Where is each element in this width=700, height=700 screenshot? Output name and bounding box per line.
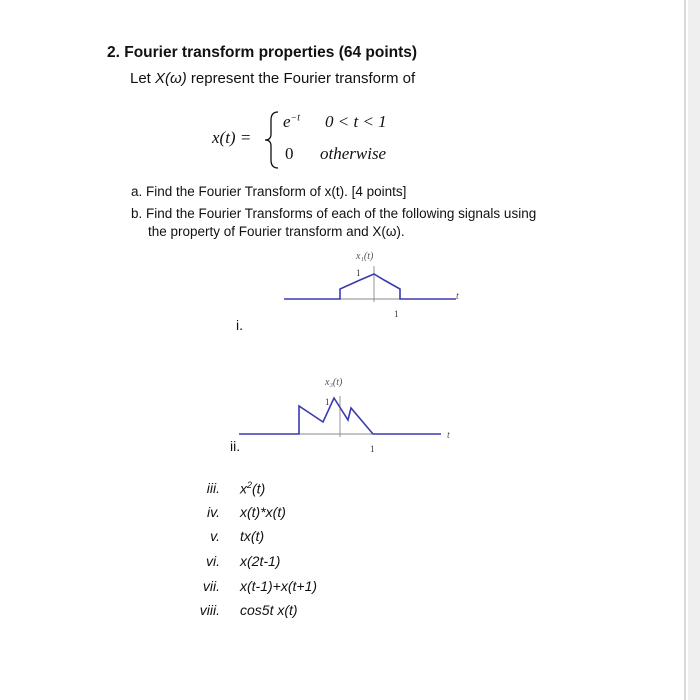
plot1-axis-label: t	[456, 291, 459, 302]
plot2-graph	[235, 392, 445, 442]
problem-heading: 2. Fourier transform properties (64 points)	[107, 44, 418, 61]
item-number: iii.	[206, 480, 220, 496]
page-scrollbar[interactable]	[688, 0, 700, 700]
item-number: iv.	[207, 504, 220, 520]
item-number: vi.	[206, 553, 220, 569]
intro-suffix: represent the Fourier transform of	[186, 70, 416, 87]
plot2-label: x₃(t)	[325, 377, 343, 388]
case2-condition: otherwise	[320, 144, 387, 163]
plot1-y-tick: 1	[356, 268, 361, 278]
intro-symbol: X(ω)	[155, 70, 187, 87]
plot2-x-tick: 1	[370, 444, 375, 454]
plot1-signal	[284, 274, 456, 299]
plot1-graph	[280, 262, 460, 312]
plot2-axis-label: t	[447, 430, 450, 441]
plot2-item-label: ii.	[230, 438, 241, 454]
case1-condition: 0 < t < 1	[325, 112, 387, 131]
item-number: viii.	[199, 602, 220, 618]
part-a-text: a. Find the Fourier Transform of x(t). [4 points]	[131, 184, 407, 199]
list-item: $x^2(t)$	[240, 480, 266, 497]
list-item: x(2t-1)	[240, 553, 281, 569]
equation-brace	[262, 110, 282, 170]
problem-intro	[130, 70, 415, 87]
part-b-text-line1: b. Find the Fourier Transforms of each of the following signals using	[131, 206, 537, 221]
list-item: x(t-1)+x(t+1)	[240, 578, 318, 594]
intro-prefix: Let	[130, 70, 156, 87]
list-item: x(t)*x(t)	[240, 504, 286, 520]
item-number: v.	[210, 528, 220, 544]
plot1-item-label: i.	[236, 317, 243, 333]
list-item: tx(t)	[240, 528, 265, 544]
plot1-label: x₁(t)	[356, 251, 374, 262]
list-item: cos5t x(t)	[240, 602, 298, 618]
plot1-x-tick: 1	[394, 309, 399, 319]
equation-lhs: x(t) =	[212, 128, 252, 147]
plot2-y-tick: 1	[325, 397, 330, 407]
item-number: vii.	[202, 578, 220, 594]
case1-expression: $e^{-t}$	[283, 112, 301, 131]
case2-expression: 0	[285, 144, 294, 163]
part-b-text-line2: the property of Fourier transform and X(ω).	[148, 224, 405, 239]
